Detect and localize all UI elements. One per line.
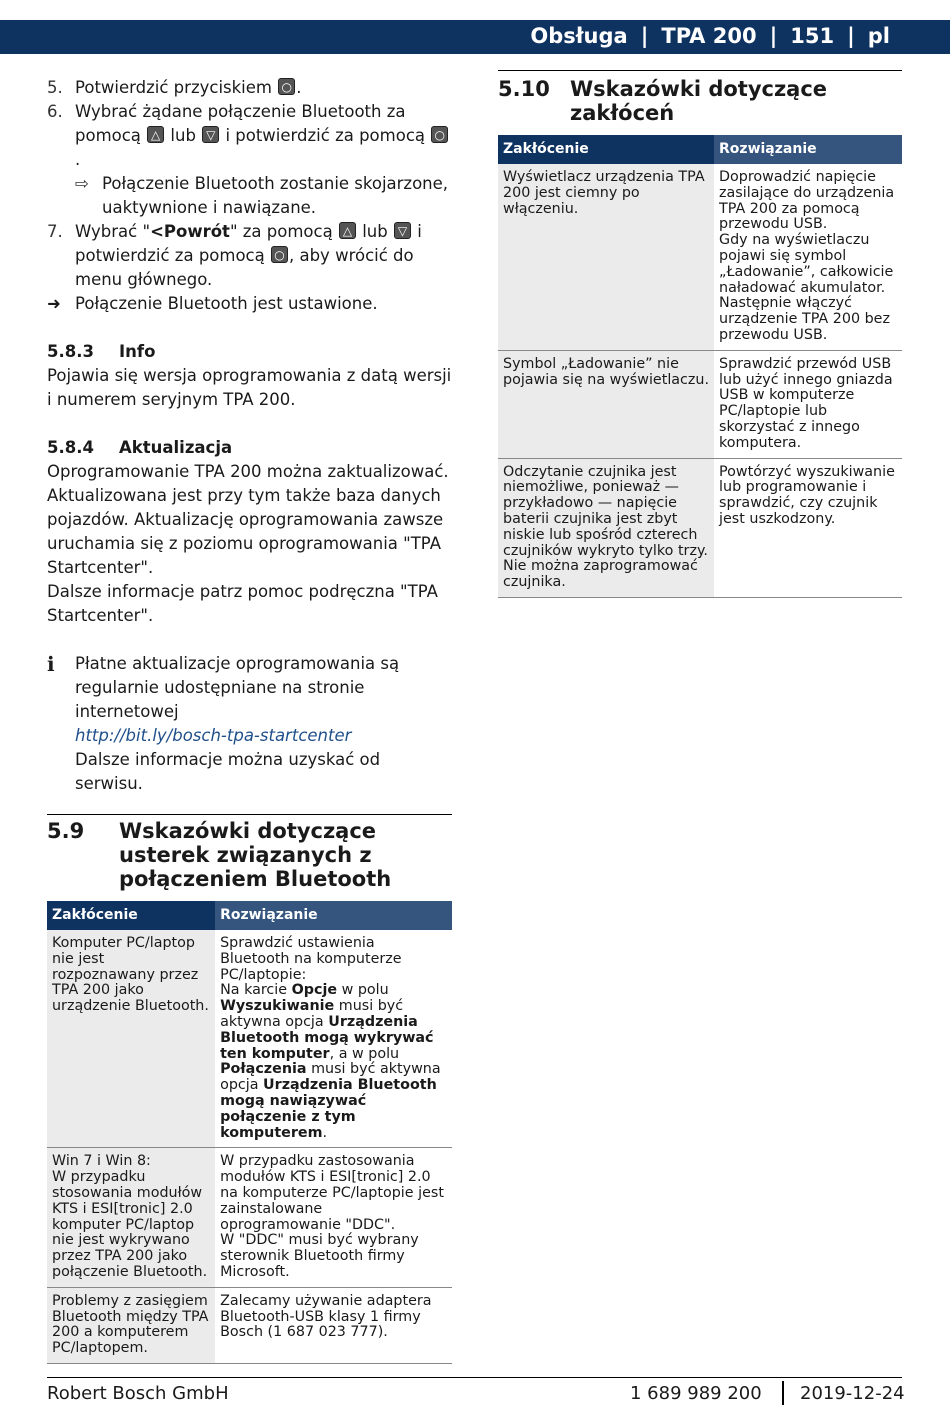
header-product: TPA 200 — [661, 24, 757, 48]
table-row: Komputer PC/laptop nie jest rozpoznawany przez TPA 200 jako urządzenie Bluetooth. Sprawdzić ustawienia Bluetooth na komputerze PC/laptopie: Na karcie Opcje w polu Wyszukiwanie musi być aktywna opcja Urządzenia Bluetooth mogą wykrywać ten komputer, a w polu Połączenia musi być aktywna opcja Urządzenia Bluetooth mogą nawiązywać połączenie z tym komputerem. — [47, 930, 452, 1148]
table-row: Win 7 i Win 8: W przypadku stosowania modułów KTS i ESI[tronic] 2.0 komputer PC/laptop nie jest wykrywano przez TPA 200 jako połączenie Bluetooth. W przypadku zastosowania modułów KTS i ESI[tronic] 2.0 na komputerze PC/laptopie jest zainstalowane oprogramowanie "DDC". W "DDC" musi być wybrany sterownik Bluetooth firmy Microsoft. — [47, 1148, 452, 1287]
step-5: 5. Potwierdzić przyciskiem ○ . — [47, 76, 452, 100]
arrow-up-key-icon — [147, 126, 164, 143]
right-column — [498, 70, 902, 598]
footer-docnum: 1 689 989 200 — [630, 1383, 762, 1404]
header-lang: pl — [867, 24, 890, 48]
step-number: 7. — [47, 222, 63, 241]
fault-table — [498, 135, 902, 598]
final-result: ➜ Połączenie Bluetooth jest ustawione. — [47, 292, 452, 316]
arrow-up-key-icon — [339, 222, 356, 239]
header-page: 151 — [790, 24, 835, 48]
startcenter-link[interactable]: http://bit.ly/bosch-tpa-startcenter — [75, 726, 352, 745]
section-text-584: Oprogramowanie TPA 200 można zaktualizować. Aktualizowana jest przy tym także baza danych pojazdów. Aktualizację oprogramowania zawsze uruchamia się z poziomu oprogramowania "TPA Startcenter". — [47, 462, 449, 577]
col-header-solution: Rozwiązanie — [215, 901, 452, 930]
table-row: Symbol „Ładowanie” nie pojawia się na wyświetlaczu. Sprawdzić przewód USB lub użyć innego gniazda USB w komputerze PC/laptopie lub skorzystać z innego komputera. — [498, 350, 902, 458]
header-bar — [0, 20, 950, 54]
footer-company: Robert Bosch GmbH — [47, 1383, 229, 1404]
section-heading-584: 5.8.4 Aktualizacja — [47, 438, 233, 457]
header-title: Obsługa | TPA 200 | 151 | pl — [530, 24, 890, 48]
table-header-row — [498, 135, 902, 164]
step-result: ⇨ Połączenie Bluetooth zostanie skojarzone, uaktywnione i nawiązane. — [75, 174, 449, 217]
header-section: Obsługa — [530, 24, 628, 48]
step-number: 5. — [47, 78, 63, 97]
table-row: Problemy z zasięgiem Bluetooth między TPA 200 a komputerem PC/laptopem. Zalecamy używanie adaptera Bluetooth-USB klasy 1 firmy Bosch (1 687 023 777). — [47, 1287, 452, 1363]
section-heading-583: 5.8.3 Info — [47, 342, 156, 361]
section-heading-59: 5.9 Wskazówki dotyczące usterek związanych z połączeniem Bluetooth — [47, 814, 452, 891]
table-row: Wyświetlacz urządzenia TPA 200 jest ciemny po włączeniu. Doprowadzić napięcie zasilające do urządzenia TPA 200 za pomocą przewodu USB. Gdy na wyświetlaczu pojawi się symbol „Ładowanie”, całkowicie naładować akumulator. Następnie włączyć urządzenie TPA 200 bez przewodu USB. — [498, 164, 902, 350]
step-number: 6. — [47, 102, 63, 121]
solution-cell: Sprawdzić ustawienia Bluetooth na komputerze PC/laptopie: Na karcie Opcje w polu Wyszukiwanie musi być aktywna opcja Urządzenia Bluetooth mogą wykrywać ten komputer, a w polu Połączenia musi być aktywna opcja Urządzenia Bluetooth mogą nawiązywać połączenie z tym komputerem. — [215, 930, 452, 1148]
left-column — [47, 76, 452, 1364]
table-row: Odczytanie czujnika jest niemożliwe, ponieważ — przykładowo — napięcie baterii czujnika jest zbyt niskie lub spośród czterech czujników wykryto tylko trzy. Nie można zaprogramować czujnika. Powtórzyć wyszukiwanie lub programowanie i sprawdzić, czy czujnik jest uszkodzony. — [498, 458, 902, 597]
section-heading-510: 5.10 Wskazówki dotyczące zakłóceń — [498, 70, 902, 125]
final-arrow-icon: ➜ — [47, 294, 61, 313]
bluetooth-troubleshoot-table — [47, 901, 452, 1364]
ok-key-icon — [431, 126, 448, 143]
ok-key-icon — [271, 246, 288, 263]
footer-date: 2019-12-24 — [800, 1383, 905, 1404]
step-6: 6. Wybrać żądane połączenie Bluetooth za pomocą △ lub ▽ i potwierdzić za pomocą ○. — [47, 100, 452, 172]
col-header-fault: Zakłócenie — [47, 901, 215, 930]
step-7: 7. Wybrać "<Powrót" za pomocą △ lub ▽ i potwierdzić za pomocą ○ , aby wrócić do menu głównego. — [47, 220, 452, 292]
col-header-fault: Zakłócenie — [498, 135, 714, 164]
info-note: ℹ Płatne aktualizacje oprogramowania są regularnie udostępniane na stronie internetowej http://bit.ly/bosch-tpa-startcenter Dalsze informacje można uzyskać od serwisu. — [47, 652, 400, 793]
footer-divider — [47, 1377, 902, 1378]
section-text-584b: Dalsze informacje patrz pomoc podręczna "TPA Startcenter". — [47, 582, 438, 625]
arrow-down-key-icon — [394, 222, 411, 239]
info-icon: ℹ — [47, 652, 55, 676]
ok-key-icon — [278, 78, 295, 95]
result-arrow-icon: ⇨ — [75, 174, 89, 193]
footer-separator — [782, 1381, 784, 1405]
section-text-583: Pojawia się wersja oprogramowania z datą wersji i numerem seryjnym TPA 200. — [47, 366, 452, 409]
col-header-solution: Rozwiązanie — [714, 135, 902, 164]
arrow-down-key-icon — [202, 126, 219, 143]
table-header-row — [47, 901, 452, 930]
